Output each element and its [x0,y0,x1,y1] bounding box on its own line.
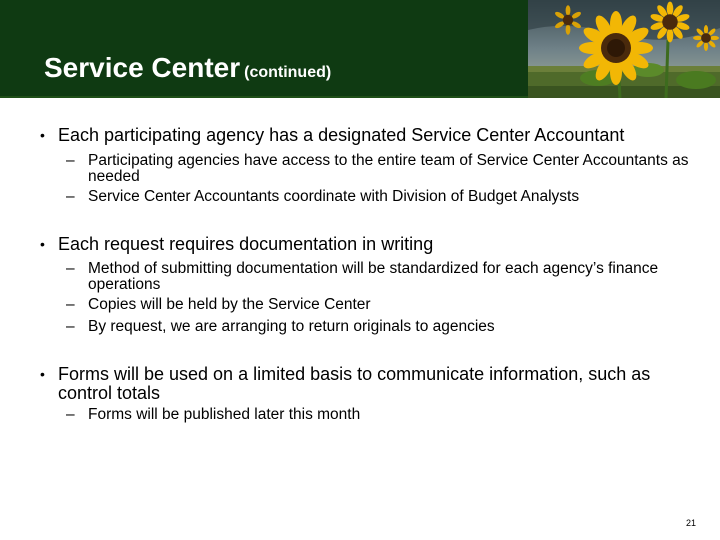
sub-bullet-text: By request, we are arranging to return originals to agencies [88,318,495,335]
slide-title-main: Service Center [44,52,241,83]
bullet-dot: • [40,127,45,143]
bullet-dot: • [40,236,45,252]
sub-bullet-dash: – [66,260,75,277]
bullet-text: Each participating agency has a designated Service Center Accountant [58,125,625,145]
sub-bullet-dash: – [66,406,75,423]
bullet-text: Forms will be used on a limited basis to communicate information, such as control totals [58,364,651,403]
sub-bullet-text: Copies will be held by the Service Center [88,296,371,313]
slide-title-suffix: (continued) [244,64,332,81]
sub-bullet-text: Service Center Accountants coordinate with Division of Budget Analysts [88,188,580,205]
sub-bullet-text: Participating agencies have access to the entire team of Service Center Accountants as needed [88,152,689,185]
sub-bullet-text: Forms will be published later this month [88,406,361,423]
sub-bullet-text: Method of submitting documentation will be standardized for each agency’s finance operations [88,260,659,293]
bullet-dot: • [40,366,45,382]
sub-bullet-dash: – [66,318,75,335]
sub-bullet-dash: – [66,152,75,169]
sub-bullet-dash: – [66,296,75,313]
bullet-text: Each request requires documentation in writing [58,234,434,254]
sub-bullet-dash: – [66,188,75,205]
page-number: 21 [685,518,696,528]
